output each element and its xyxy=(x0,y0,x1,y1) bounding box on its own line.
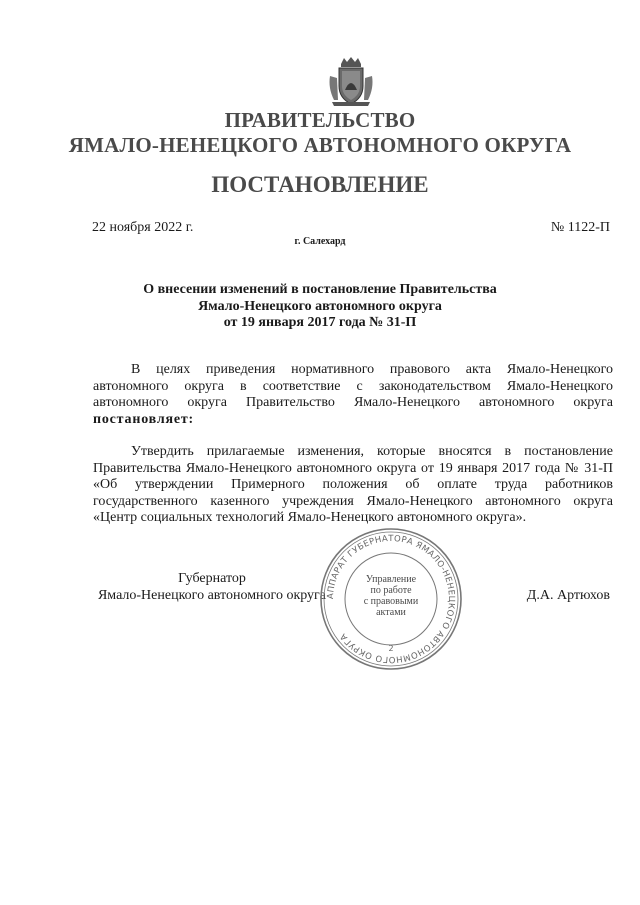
stamp-inner-line4: актами xyxy=(376,607,406,618)
stamp-outer-textpath: АППАРАТ ГУБЕРНАТОРА ЯМАЛО-НЕНЕЦКОГО АВТОНОМНОГО ОКРУГА xyxy=(325,533,457,665)
stamp-inner-line2: по работе xyxy=(370,585,412,596)
signer-name: Д.А. Артюхов xyxy=(526,588,610,603)
subject-line2: Ямало-Ненецкого автономного округа xyxy=(198,298,442,314)
document-number: № 1122-П xyxy=(550,220,610,235)
document-type-title: ПОСТАНОВЛЕНИЕ xyxy=(211,172,429,197)
subject-line3: от 19 января 2017 года № 31-П xyxy=(223,315,417,330)
document-date: 22 ноября 2022 г. xyxy=(92,220,194,235)
signer-post xyxy=(92,571,332,604)
stamp-inner-line3: с правовыми xyxy=(363,596,419,607)
government-title-line2: ЯМАЛО-НЕНЕЦКОГО АВТОНОМНОГО ОКРУГА xyxy=(68,133,572,157)
document-subject xyxy=(60,282,580,332)
document-city: г. Салехард xyxy=(294,236,346,247)
body-paragraph-1 xyxy=(93,362,613,428)
subject-line1: О внесении изменений в постановление Правительства xyxy=(143,282,497,297)
coat-of-arms-icon xyxy=(326,56,376,108)
paragraph1-emphasis: постановляет: xyxy=(93,411,195,427)
stamp-inner-line1: Управление xyxy=(365,574,417,585)
government-title-line1: ПРАВИТЕЛЬСТВО xyxy=(224,108,416,132)
signer-post-line1: Губернатор xyxy=(178,571,246,586)
signer-post-line2: Ямало-Ненецкого автономного округа xyxy=(97,587,327,603)
stamp-number: 2 xyxy=(388,644,394,653)
body-paragraph-2: Утвердить прилагаемые изменения, которые вносятся в постановление Правительства Ямало-Ненецкого автономного округа от 19 января 2017 года № 31-П «Об утверждении Примерного положения об оплате труда работников государственного казенного учреждения Ямало-Ненецкого автономного округа «Центр социальных технологий Ямало-Ненецкого автономного округа». xyxy=(93,444,613,526)
paragraph1-text: В целях приведения нормативного правового акта Ямало-Ненецкого автономного округа в соответствие с законодательством Ямало-Ненецкого автономного округа Правительство Ямало-Ненецкого автономного округа xyxy=(93,362,613,411)
stamp-inner-text xyxy=(349,574,433,618)
